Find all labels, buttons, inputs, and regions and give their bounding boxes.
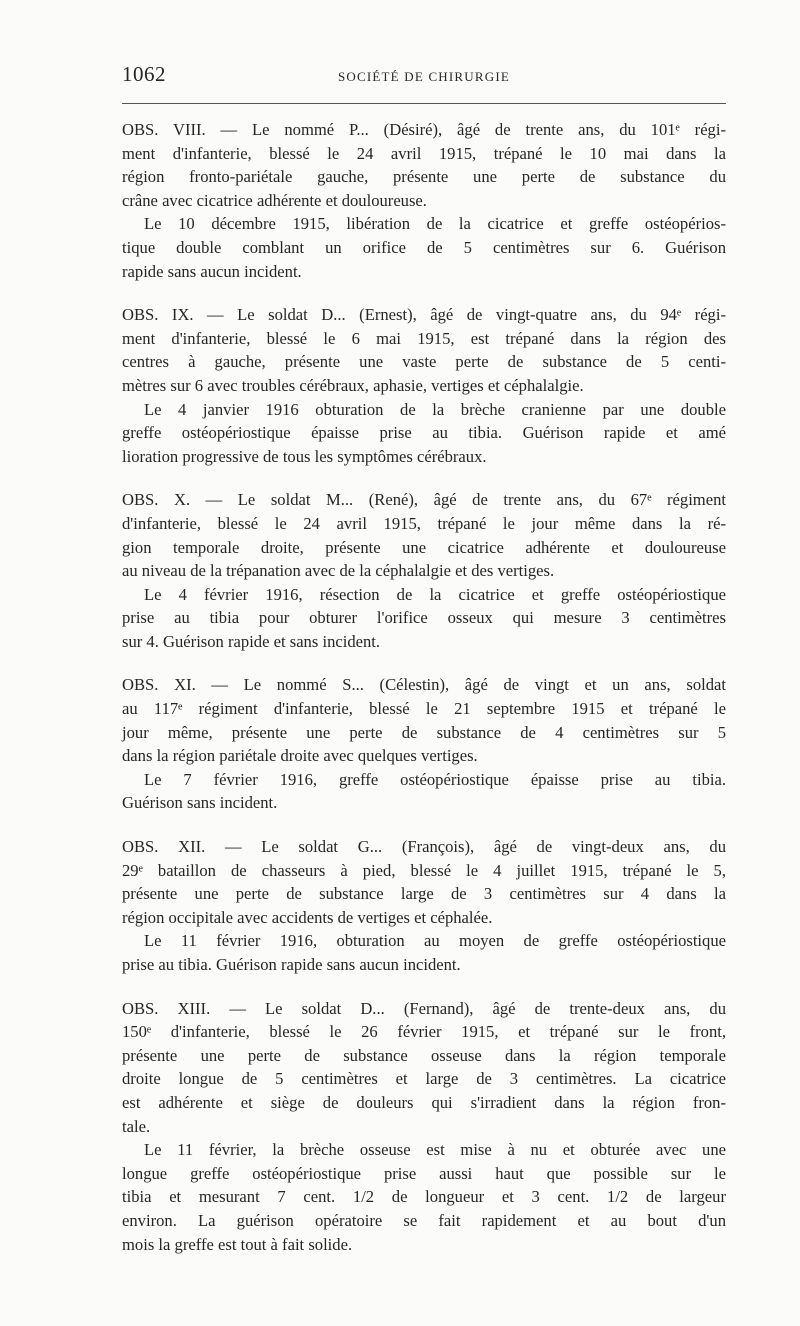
text-line: prise au tibia. Guérison rapide sans aucun incident. [122,955,461,974]
text-line: tibia et mesurant 7 cent. 1/2 de longueur et 3 cent. 1/2 de largeur [122,1187,726,1207]
text-line: présente une perte de substance osseuse dans la région temporale [122,1045,726,1065]
text-line: Le 4 janvier 1916 obturation de la brèche cranienne par une double [144,399,726,419]
text-line: région occipitale avec accidents de vertiges et céphalée. [122,907,493,927]
text-line: Guérison sans incident. [122,793,278,813]
observation [122,835,726,977]
paragraph-gap [122,468,726,488]
text-line: prise au tibia pour obturer l'orifice osseux qui mesure 3 centimètres [122,608,726,628]
text-line: Le 11 février 1916, obturation au moyen de greffe ostéopériostique [144,931,726,951]
text-line: droite longue de 5 centimètres et large de 3 centimètres. La cicatrice [122,1069,726,1089]
text-line: greffe ostéopériostique épaisse prise au tibia. Guérison rapide et amé [122,423,726,443]
text-line: au niveau de la trépanation avec de la céphalalgie et des vertiges. [122,561,555,581]
text-line: ment d'infanterie, blessé le 6 mai 1915, est trépané dans la région des [122,328,726,348]
text-line: sur 4. Guérison rapide et sans incident. [122,631,381,651]
paragraph-gap [122,283,726,303]
observation [122,118,726,283]
text-line: rapide sans aucun incident. [122,261,302,281]
observation [122,673,726,815]
observation [122,488,726,653]
text-line: Le 11 février, la brèche osseuse est mise à nu et obturée avec une [144,1140,726,1160]
text-line: OBS. XII. — Le soldat G... (François), âgé de vingt-deux ans, du [122,837,726,857]
text-line: OBS. IX. — Le soldat D... (Ernest), âgé de vingt-quatre ans, du 94ᵉ régi- [122,305,726,325]
text-line: gion temporale droite, présente une cicatrice adhérente et douloureuse [122,537,726,557]
text-line: tique double comblant un orifice de 5 centimètres sur 6. Guérison [122,237,726,257]
text-line: crâne avec cicatrice adhérente et douloureuse. [122,190,427,210]
text-line: dans la région pariétale droite avec quelques vertiges. [122,746,478,766]
text-line: mois la greffe est tout à fait solide. [122,1234,353,1254]
text-line: région fronto-pariétale gauche, présente une perte de substance du [122,167,726,187]
text-line: jour même, présente une perte de substance de 4 centimètres sur 5 [122,722,726,742]
text-line: environ. La guérison opératoire se fait rapidement et au bout d'un [122,1210,726,1230]
page-header [122,62,726,92]
text-line: longue greffe ostéopériostique prise aussi haut que possible sur le [122,1163,726,1183]
text-line: Le 7 février 1916, greffe ostéopériostique épaisse prise au tibia. [144,769,726,789]
text-line: présente une perte de substance large de 3 centimètres sur 4 dans la [122,884,726,904]
text-line: tale. [122,1116,151,1136]
text-line: OBS. XIII. — Le soldat D... (Fernand), âgé de trente-deux ans, du [122,998,726,1018]
paragraph-gap [122,653,726,673]
page-number: 1062 [122,62,166,86]
running-title: SOCIÉTÉ DE CHIRURGIE [337,69,511,84]
text-line: d'infanterie, blessé le 24 avril 1915, trépané le jour même dans la ré- [122,513,726,533]
text-line: 29ᵉ bataillon de chasseurs à pied, blessé le 4 juillet 1915, trépané le 5, [122,860,726,880]
paragraph-gap [122,977,726,997]
paragraph-gap [122,815,726,835]
text-line: 150ᵉ d'infanterie, blessé le 26 février 1915, et trépané sur le front, [122,1022,726,1042]
text-line: mètres sur 6 avec troubles cérébraux, aphasie, vertiges et céphalalgie. [122,375,584,395]
text-line: au 117ᵉ régiment d'infanterie, blessé le 21 septembre 1915 et trépané le [122,699,726,719]
header-rule [122,103,726,104]
text-line: OBS. X. — Le soldat M... (René), âgé de trente ans, du 67ᵉ régiment [122,490,726,510]
text-line: est adhérente et siège de douleurs qui s'irradient dans la région fron- [122,1092,726,1112]
text-line: centres à gauche, présente une vaste perte de substance de 5 centi- [122,352,726,372]
text-line: OBS. VIII. — Le nommé P... (Désiré), âgé de trente ans, du 101ᵉ régi- [122,120,726,139]
text-line: ment d'infanterie, blessé le 24 avril 1915, trépané le 10 mai dans la [122,143,726,163]
text-line: OBS. XI. — Le nommé S... (Célestin), âgé de vingt et un ans, soldat [122,675,726,695]
text-line: lioration progressive de tous les symptômes cérébraux. [122,446,487,466]
text-line: Le 10 décembre 1915, libération de la cicatrice et greffe ostéopérios- [144,214,726,234]
observation [122,303,726,468]
observation [122,997,726,1257]
text-line: Le 4 février 1916, résection de la cicatrice et greffe ostéopériostique [144,584,726,604]
page-body [122,118,726,1256]
